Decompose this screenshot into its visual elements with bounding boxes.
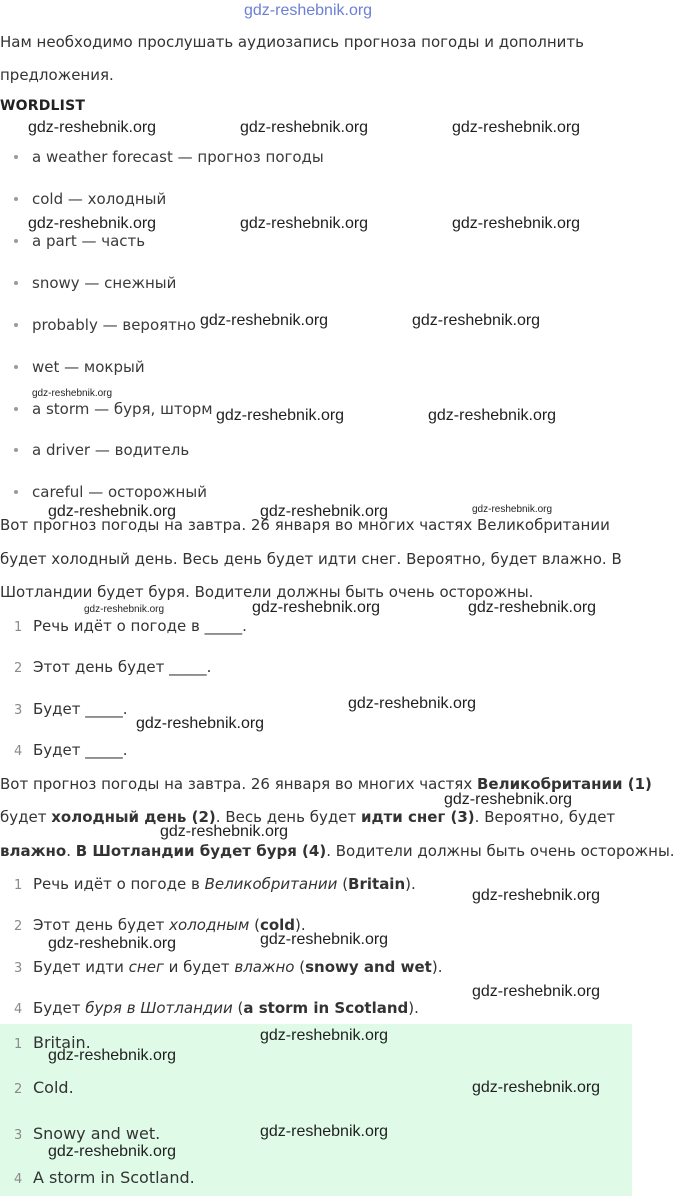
watermark: gdz-reshebnik.org [412,312,541,329]
bullet-icon [14,448,18,452]
watermark: gdz-reshebnik.org [216,407,345,424]
bullet-icon [14,323,18,327]
watermark: gdz-reshebnik.org [48,503,177,520]
wordlist-item: probably — вероятно [14,316,196,334]
answer-item: 1 Britain. [14,1033,91,1052]
watermark: gdz-reshebnik.org [472,983,601,1000]
watermark-top: gdz-reshebnik.org [244,2,373,19]
explanation-item: 1 Речь идёт о погоде в Великобритании (Britain). [14,875,416,893]
wordlist-item: a part — часть [14,232,145,250]
bullet-icon [14,281,18,285]
watermark: gdz-reshebnik.org [28,215,157,232]
watermark: gdz-reshebnik.org [160,823,289,840]
watermark: gdz-reshebnik.org [48,1143,177,1160]
wordlist-item: wet — мокрый [14,358,145,376]
watermark: gdz-reshebnik.org [84,604,165,615]
wordlist-item: snowy — снежный [14,274,176,292]
wordlist-item: a weather forecast — прогноз погоды [14,148,324,166]
watermark: gdz-reshebnik.org [260,1123,389,1140]
question-item: 4 Будет _____. [14,741,128,759]
watermark: gdz-reshebnik.org [452,215,581,232]
watermark: gdz-reshebnik.org [260,1027,389,1044]
forecast-line-2: будет холодный день. Весь день будет идти снег. Вероятно, будет влажно. В [0,550,622,568]
explanation-item: 3 Будет идти снег и будет влажно (snowy and wet). [14,958,443,976]
marked-forecast-line-2: будет холодный день (2). Весь день будет идти снег (3). Вероятно, будет [0,808,616,826]
wordlist-item: a storm — буря, шторм [14,400,213,418]
watermark: gdz-reshebnik.org [252,599,381,616]
watermark: gdz-reshebnik.org [472,504,553,515]
bullet-icon [14,155,18,159]
watermark: gdz-reshebnik.org [444,791,573,808]
watermark: gdz-reshebnik.org [240,119,369,136]
wordlist-item: cold — холодный [14,190,166,208]
explanation-item: 2 Этот день будет холодным (cold). [14,916,306,934]
bullet-icon [14,197,18,201]
marked-forecast-line-3: влажно. В Шотландии будет буря (4). Водители должны быть очень осторожны. [0,842,675,860]
explanation-item: 4 Будет буря в Шотландии (a storm in Scotland). [14,999,419,1017]
intro-line-2: предложения. [0,66,114,84]
forecast-line-1: Вот прогноз погоды на завтра. 26 января во многих частях Великобритании [0,516,610,534]
watermark: gdz-reshebnik.org [260,503,389,520]
watermark: gdz-reshebnik.org [32,388,113,399]
watermark: gdz-reshebnik.org [260,931,389,948]
answer-item: 4 A storm in Scotland. [14,1168,195,1187]
watermark: gdz-reshebnik.org [48,1047,177,1064]
watermark: gdz-reshebnik.org [452,119,581,136]
wordlist-item: a driver — водитель [14,441,189,459]
forecast-line-3: Шотландии будет буря. Водители должны быть очень осторожны. [0,583,534,601]
watermark: gdz-reshebnik.org [48,935,177,952]
watermark: gdz-reshebnik.org [28,119,157,136]
marked-forecast-line-1: Вот прогноз погоды на завтра. 26 января во многих частях Великобритании (1) [0,775,652,793]
bullet-icon [14,365,18,369]
wordlist-item: careful — осторожный [14,483,207,501]
question-item: 3 Будет _____. [14,700,128,718]
bullet-icon [14,407,18,411]
watermark: gdz-reshebnik.org [240,215,369,232]
watermark: gdz-reshebnik.org [472,1079,601,1096]
watermark: gdz-reshebnik.org [468,599,597,616]
bullet-icon [14,490,18,494]
watermark: gdz-reshebnik.org [136,715,265,732]
question-item: 2 Этот день будет _____. [14,658,212,676]
watermark: gdz-reshebnik.org [428,407,557,424]
answer-item: 3 Snowy and wet. [14,1124,161,1143]
wordlist-heading: WORDLIST [0,98,86,114]
intro-line-1: Нам необходимо прослушать аудиозапись прогноза погоды и дополнить [0,33,584,51]
watermark: gdz-reshebnik.org [348,695,477,712]
answer-item: 2 Cold. [14,1078,74,1097]
question-item: 1 Речь идёт о погоде в _____. [14,617,247,635]
bullet-icon [14,239,18,243]
watermark: gdz-reshebnik.org [472,887,601,904]
watermark: gdz-reshebnik.org [200,312,329,329]
